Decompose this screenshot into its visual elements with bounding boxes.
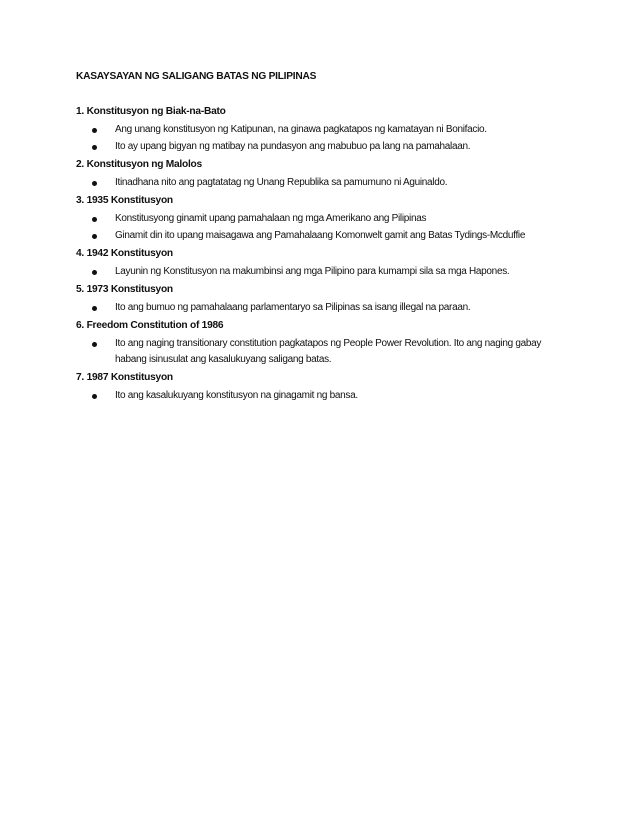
list-item-text: Layunin ng Konstitusyon na makumbinsi ang mga Pilipino para kumampi sila sa mga Hapones. <box>115 266 510 277</box>
list-item <box>76 228 566 244</box>
bullet-icon <box>92 181 97 186</box>
list-item-text: Ang unang konstitusyon ng Katipunan, na ginawa pagkatapos ng kamatayan ni Bonifacio. <box>115 124 487 135</box>
section-heading: 4. 1942 Konstitusyon <box>76 248 173 259</box>
list-item <box>76 264 566 280</box>
list-item-text: Ito ang kasalukuyang konstitusyon na ginagamit ng bansa. <box>115 390 358 401</box>
bullet-icon <box>92 394 97 399</box>
section-1942 <box>76 246 566 280</box>
list-item-text: Ito ang naging transitionary constitution pagkatapos ng People Power Revolution. Ito ang naging gabay habang isinusulat ang kasalukuyang saligang batas. <box>115 338 542 365</box>
bullet-icon <box>92 217 97 222</box>
list-item <box>76 139 566 155</box>
section-biak-na-bato <box>76 104 566 155</box>
list-item-text: Konstitusyong ginamit upang pamahalaan ng mga Amerikano ang Pilipinas <box>115 213 427 224</box>
section-heading: 2. Konstitusyon ng Malolos <box>76 159 202 170</box>
list-item <box>76 122 566 138</box>
bullet-icon <box>92 342 97 347</box>
section-1935 <box>76 193 566 244</box>
list-item <box>76 336 566 368</box>
section-heading: 6. Freedom Constitution of 1986 <box>76 320 224 331</box>
bullet-list <box>76 211 566 244</box>
bullet-icon <box>92 128 97 133</box>
section-heading: 5. 1973 Konstitusyon <box>76 284 173 295</box>
section-malolos <box>76 157 566 191</box>
bullet-list <box>76 300 566 316</box>
list-item-text: Ito ay upang bigyan ng matibay na pundasyon ang mabubuo pa lang na pamahalaan. <box>115 141 471 152</box>
list-item-text: Itinadhana nito ang pagtatatag ng Unang Republika sa pamumuno ni Aguinaldo. <box>115 177 448 188</box>
section-1987 <box>76 370 566 404</box>
section-1973 <box>76 282 566 316</box>
bullet-icon <box>92 270 97 275</box>
list-item <box>76 300 566 316</box>
document-title: KASAYSAYAN NG SALIGANG BATAS NG PILIPINAS <box>76 71 317 82</box>
list-item-text: Ginamit din ito upang maisagawa ang Pamahalaang Komonwelt gamit ang Batas Tydings-Mcduffie <box>115 230 526 241</box>
bullet-list <box>76 175 566 191</box>
section-heading: 1. Konstitusyon ng Biak-na-Bato <box>76 106 226 117</box>
bullet-list <box>76 264 566 280</box>
list-item <box>76 388 566 404</box>
section-heading: 7. 1987 Konstitusyon <box>76 372 173 383</box>
section-heading: 3. 1935 Konstitusyon <box>76 195 173 206</box>
bullet-list <box>76 122 566 155</box>
document-page <box>76 70 566 406</box>
bullet-list <box>76 336 566 368</box>
list-item <box>76 211 566 227</box>
bullet-icon <box>92 306 97 311</box>
bullet-icon <box>92 234 97 239</box>
list-item-text: Ito ang bumuo ng pamahalaang parlamentaryo sa Pilipinas sa isang illegal na paraan. <box>115 302 471 313</box>
bullet-list <box>76 388 566 404</box>
list-item <box>76 175 566 191</box>
bullet-icon <box>92 145 97 150</box>
section-freedom-1986 <box>76 318 566 368</box>
